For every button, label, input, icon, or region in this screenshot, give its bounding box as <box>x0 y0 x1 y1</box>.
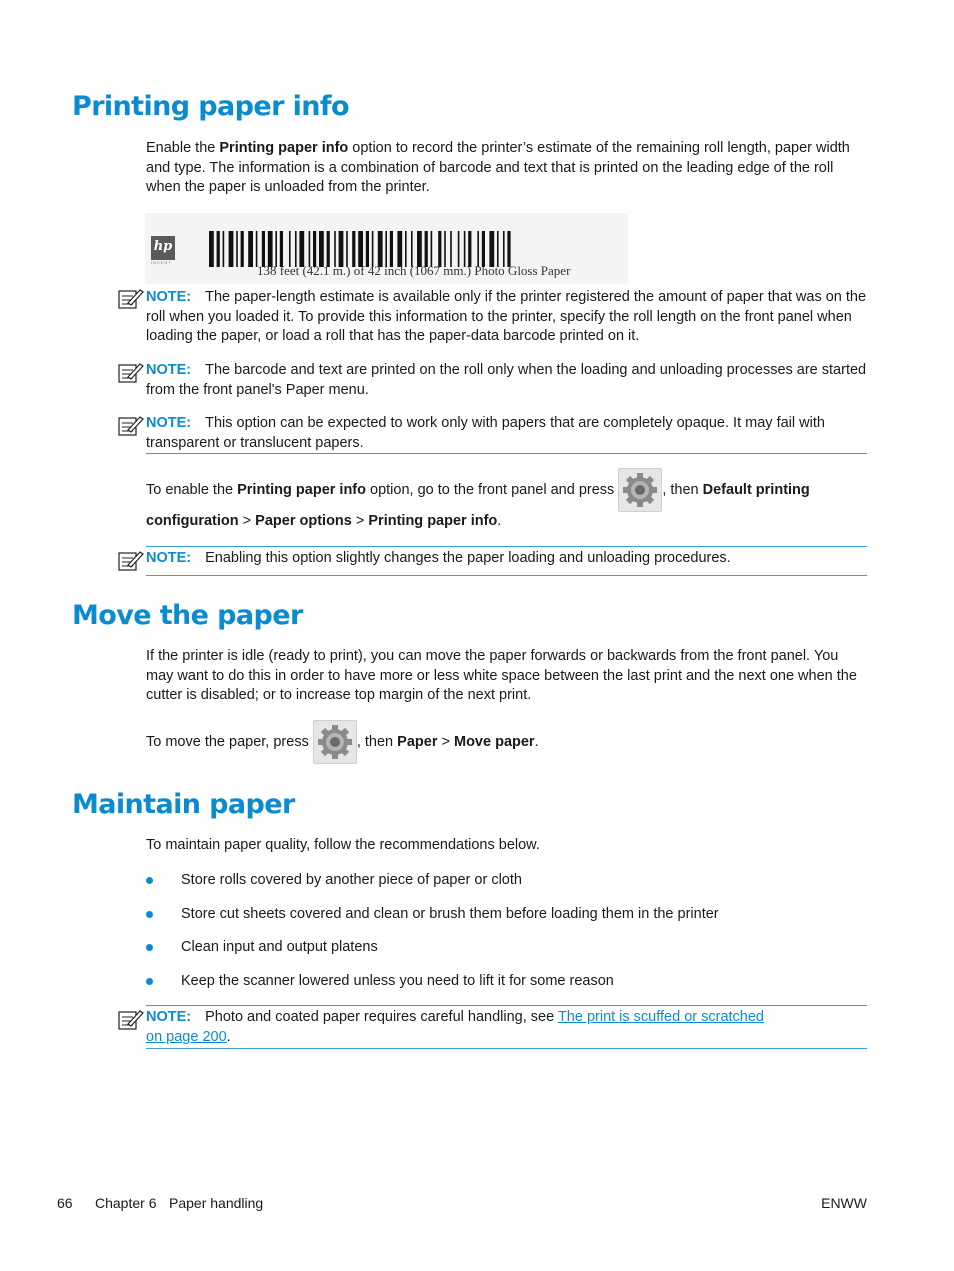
barcode-image <box>145 213 628 284</box>
section-heading-maintain-paper: Maintain paper <box>72 789 295 820</box>
barcode-bar <box>241 231 244 267</box>
bullet-icon <box>146 978 153 985</box>
barcode-bar <box>468 231 471 267</box>
note-careful-handling: NOTE: Photo and coated paper requires careful handling, see The print is scuffed or scratched on page 200. <box>146 1009 764 1045</box>
divider <box>146 1005 867 1006</box>
footer-locale: ENWW <box>821 1195 867 1211</box>
barcode-bar <box>223 231 225 267</box>
barcode-bar <box>209 231 214 267</box>
link-page-200[interactable]: on page 200 <box>146 1028 227 1045</box>
bullet-icon <box>146 911 153 918</box>
barcode-bar <box>450 231 452 267</box>
barcode-bar <box>339 231 344 267</box>
barcode-bars <box>209 231 629 267</box>
bullet-icon <box>146 877 153 884</box>
note-loading-procedure: NOTE: Enabling this option slightly changes the paper loading and unloading procedures. <box>146 550 731 566</box>
barcode-bar <box>280 231 283 267</box>
divider <box>146 575 867 576</box>
barcode-bar <box>229 231 234 267</box>
link-print-scuffed[interactable]: The print is scuffed or scratched <box>557 1009 764 1025</box>
section-heading-move-the-paper: Move the paper <box>72 600 303 631</box>
barcode-bar <box>438 231 441 267</box>
gear-icon <box>316 723 354 761</box>
barcode-bar <box>385 231 387 267</box>
bullet-icon <box>146 944 153 951</box>
barcode-bar <box>482 231 485 267</box>
footer-chapter-title: Paper handling <box>169 1195 264 1211</box>
barcode-bar <box>489 231 494 267</box>
barcode-bar <box>295 231 297 267</box>
barcode-bar <box>352 231 355 267</box>
enable-instruction-path: configuration > Paper options > Printing paper info. <box>146 513 502 529</box>
barcode-bar <box>372 231 374 267</box>
barcode-bar <box>248 231 253 267</box>
barcode-bar <box>299 231 304 267</box>
barcode-bar <box>319 231 324 267</box>
note-pencil-icon <box>118 362 144 384</box>
note-pencil-icon <box>118 288 144 310</box>
barcode-caption: 138 feet (42.1 m.) of 42 inch (1067 mm.) Photo Gloss Paper <box>257 263 571 278</box>
barcode-bar <box>256 231 258 267</box>
barcode-bar <box>503 231 505 267</box>
divider <box>146 1048 867 1049</box>
note-pencil-icon <box>118 1009 144 1031</box>
maintain-intro: To maintain paper quality, follow the recommendations below. <box>146 837 540 853</box>
list-item: Store rolls covered by another piece of paper or cloth <box>146 870 868 890</box>
gear-icon <box>621 471 659 509</box>
move-instruction: To move the paper, press , then Paper > Move paper. <box>146 720 868 764</box>
list-item: Keep the scanner lowered unless you need to lift it for some reason <box>146 971 868 991</box>
barcode-bar <box>217 231 220 267</box>
barcode-bar <box>431 231 433 267</box>
barcode-bar <box>507 231 510 267</box>
hp-logo-tagline: INVENT <box>151 260 172 265</box>
barcode-bar <box>309 231 311 267</box>
page-number: 66 <box>57 1195 73 1211</box>
note-pencil-icon <box>118 415 144 437</box>
hp-logo: hp <box>151 236 175 260</box>
note-pencil-icon <box>118 550 144 572</box>
list-item: Clean input and output platens <box>146 937 868 957</box>
barcode-bar <box>327 231 330 267</box>
barcode-bar <box>346 231 348 267</box>
barcode-bar <box>268 231 273 267</box>
barcode-bar <box>236 231 238 267</box>
note-barcode-printing: NOTE: The barcode and text are printed on the roll only when the loading and unloading processes are started from the front panel's Paper menu. <box>146 362 867 398</box>
barcode-bar <box>444 231 446 267</box>
barcode-bar <box>289 231 291 267</box>
footer-chapter: Chapter 6 <box>95 1195 157 1211</box>
barcode-bar <box>275 231 277 267</box>
barcode-bar <box>497 231 499 267</box>
intro-paragraph: Enable the Printing paper info option to record the printer’s estimate of the remaining roll length, paper width and type. The information is a combination of barcode and text that is printed on the leading edge of the roll when the paper is unloaded from the printer. <box>146 140 850 195</box>
barcode-bar <box>464 231 466 267</box>
enable-instruction: To enable the Printing paper info option, go to the front panel and press , then Default printing <box>146 468 868 512</box>
note-paper-length: NOTE: The paper-length estimate is available only if the printer registered the amount of paper that was on the roll when you loaded it. To provide this information to the printer, specify the roll length on the front panel when loading the paper, or load a roll that has the paper-data barcode printed on it. <box>146 289 867 344</box>
barcode-bar <box>477 231 479 267</box>
barcode-bar <box>262 231 265 267</box>
barcode-bar <box>334 231 336 267</box>
barcode-bar <box>411 231 413 267</box>
barcode-bar <box>405 231 407 267</box>
note-opaque-papers: NOTE: This option can be expected to work only with papers that are completely opaque. It may fail with transparent or translucent papers. <box>146 415 825 451</box>
divider <box>146 546 867 547</box>
barcode-bar <box>417 231 422 267</box>
barcode-bar <box>458 231 460 267</box>
settings-gear-button[interactable] <box>313 720 357 764</box>
barcode-bar <box>390 231 393 267</box>
section-heading-printing-paper-info: Printing paper info <box>72 91 349 122</box>
barcode-bar <box>397 231 402 267</box>
barcode-bar <box>425 231 428 267</box>
settings-gear-button[interactable] <box>618 468 662 512</box>
barcode-bar <box>378 231 383 267</box>
barcode-bar <box>358 231 363 267</box>
barcode-bar <box>366 231 369 267</box>
divider <box>146 453 867 454</box>
barcode-bar <box>313 231 316 267</box>
list-item: Store cut sheets covered and clean or brush them before loading them in the printer <box>146 904 868 924</box>
move-intro-paragraph: If the printer is idle (ready to print), you can move the paper forwards or backwards from the front panel. You may want to do this in order to have more or less white space between the last print and the next one when the cutter is disabled; or to increase top margin of the next print. <box>146 648 857 703</box>
